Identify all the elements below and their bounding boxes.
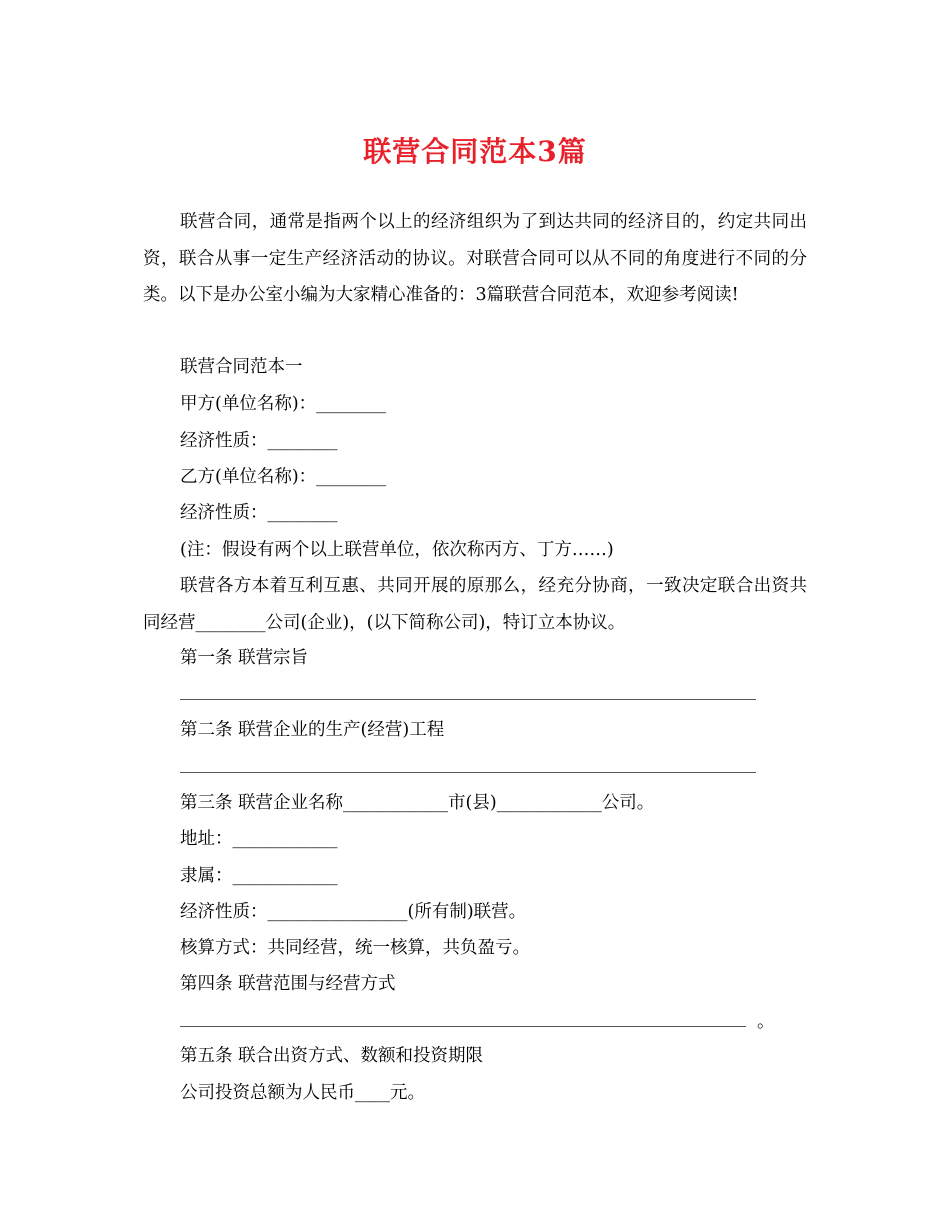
preamble-paragraph: 联营各方本着互利互惠、共同开展的原那么，经充分协商，一致决定联合出资共同经营________公司(企业)，(以下简称公司)，特订立本协议。 (143, 576, 807, 633)
article-3-line: 第三条 联营企业名称____________市(县)____________公司。 (180, 793, 655, 813)
document-title: 联营合同范本3篇 (363, 135, 587, 168)
party-a-line: 甲方(单位名称)：________ (180, 394, 387, 414)
ownership-line: 经济性质：________________(所有制)联营。 (180, 902, 527, 922)
article-4-end-mark: 。 (757, 1012, 775, 1032)
party-a-nature-line: 经济性质：________ (180, 431, 338, 451)
article-5-heading: 第五条 联合出资方式、数额和投资期限 (180, 1046, 484, 1066)
article-2-heading: 第二条 联营企业的生产(经营)工程 (180, 720, 445, 740)
address-line: 地址：____________ (180, 829, 338, 849)
article-1-heading: 第一条 联营宗旨 (180, 648, 309, 668)
party-b-nature-line: 经济性质：________ (180, 503, 338, 523)
section-heading: 联营合同范本一 (180, 357, 303, 377)
intro-paragraph: 联营合同，通常是指两个以上的经济组织为了到达共同的经济目的，约定共同出资，联合从事一定生产经济活动的协议。对联营合同可以从不同的角度进行不同的分类。以下是办公室小编为大家精心准备的：3篇联营合同范本，欢迎参考阅读! (143, 212, 807, 305)
investment-line: 公司投资总额为人民币____元。 (180, 1083, 425, 1103)
accounting-line: 核算方式：共同经营，统一核算，共负盈亏。 (180, 938, 530, 958)
note-line: (注：假设有两个以上联营单位，依次称丙方、丁方……) (180, 540, 614, 560)
article-1-blank-line (180, 699, 756, 700)
article-2-blank-line (180, 772, 756, 773)
article-4-heading: 第四条 联营范围与经营方式 (180, 974, 396, 994)
party-b-line: 乙方(单位名称)：________ (180, 467, 387, 487)
article-4-blank-line (180, 1026, 746, 1027)
affiliation-line: 隶属：____________ (180, 866, 338, 886)
